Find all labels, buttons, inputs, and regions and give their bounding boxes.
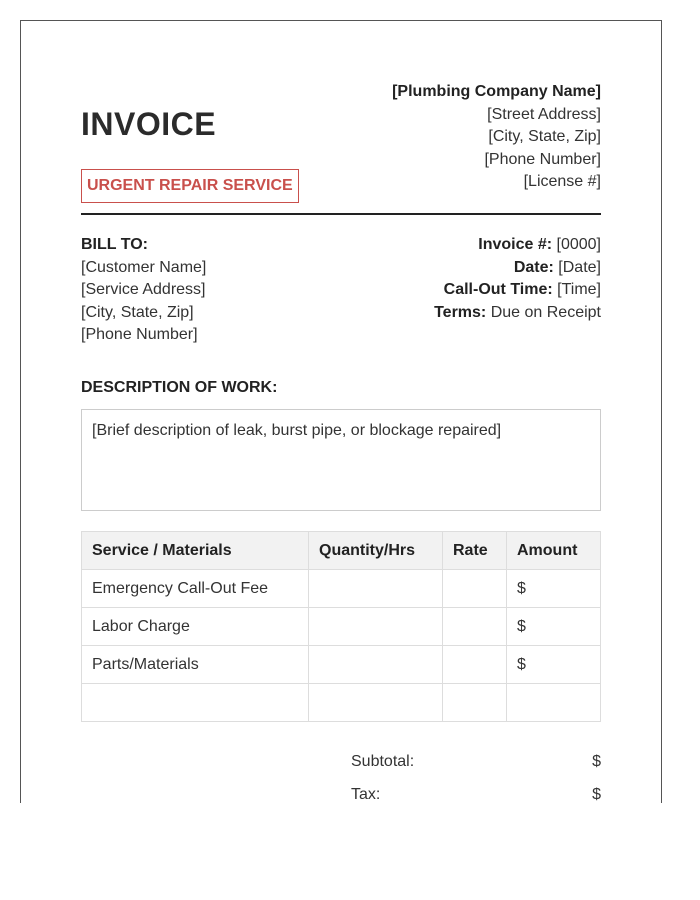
table-cell[interactable]: $ [507, 570, 601, 608]
table-cell[interactable] [443, 684, 507, 722]
table-cell[interactable] [443, 570, 507, 608]
tax-value: $ [592, 786, 601, 803]
subtotal-label: Subtotal: [351, 753, 415, 770]
table-cell[interactable] [82, 684, 309, 722]
header-divider [81, 213, 601, 215]
header-rate: Rate [443, 532, 507, 570]
service-address: [Service Address] [81, 281, 206, 298]
company-name: [Plumbing Company Name] [392, 83, 601, 100]
header-amount: Amount [507, 532, 601, 570]
company-license: [License #] [523, 173, 601, 190]
table-cell[interactable] [443, 608, 507, 646]
description-label: DESCRIPTION OF WORK: [81, 379, 278, 396]
table-cell[interactable]: Parts/Materials [82, 646, 309, 684]
company-city: [City, State, Zip] [488, 128, 601, 145]
terms-label: Terms: [434, 303, 487, 321]
table-cell[interactable] [507, 684, 601, 722]
callout-label: Call-Out Time: [443, 281, 553, 298]
table-row [82, 646, 601, 684]
table-header-row [82, 532, 601, 570]
terms-value: Due on Receipt [486, 303, 601, 321]
table-cell[interactable]: $ [507, 646, 601, 684]
description-text: [Brief description of leak, burst pipe, or blockage repaired] [92, 422, 502, 439]
description-box[interactable] [81, 409, 601, 511]
table-cell[interactable]: $ [507, 608, 601, 646]
bill-to-label: BILL TO: [81, 236, 148, 253]
table-cell[interactable]: Labor Charge [82, 608, 309, 646]
table-cell[interactable] [309, 570, 443, 608]
table-cell[interactable] [309, 608, 443, 646]
date-value: [Date] [553, 258, 601, 276]
customer-phone: [Phone Number] [81, 326, 198, 343]
invoice-number-label: Invoice #: [478, 236, 553, 253]
invoice-number-row [434, 234, 601, 257]
invoice-title: INVOICE [81, 106, 217, 142]
company-info [392, 81, 601, 194]
terms-row [434, 302, 601, 325]
table-cell[interactable] [443, 646, 507, 684]
company-phone: [Phone Number] [484, 150, 601, 168]
table-row [82, 684, 601, 722]
tax-label: Tax: [351, 786, 381, 803]
bill-to-block [81, 234, 206, 347]
callout-value: [Time] [552, 281, 601, 298]
header-service: Service / Materials [82, 532, 309, 570]
company-street: [Street Address] [487, 105, 601, 123]
table-row [82, 570, 601, 608]
invoice-number-value: [0000] [552, 236, 601, 253]
date-row [434, 257, 601, 280]
callout-row [434, 279, 601, 302]
customer-name: [Customer Name] [81, 258, 207, 276]
table-cell[interactable]: Emergency Call-Out Fee [82, 570, 309, 608]
subtotal-row [351, 749, 601, 782]
tax-row [351, 782, 601, 803]
table-cell[interactable] [309, 684, 443, 722]
urgent-badge: URGENT REPAIR SERVICE [81, 169, 299, 203]
table-row [82, 608, 601, 646]
services-table [81, 531, 601, 722]
subtotal-value: $ [592, 753, 601, 770]
invoice-meta [434, 234, 601, 324]
customer-city: [City, State, Zip] [81, 303, 194, 321]
header-quantity: Quantity/Hrs [309, 532, 443, 570]
invoice-page [20, 20, 662, 803]
totals-block [351, 749, 601, 803]
table-cell[interactable] [309, 646, 443, 684]
date-label: Date: [513, 258, 554, 276]
